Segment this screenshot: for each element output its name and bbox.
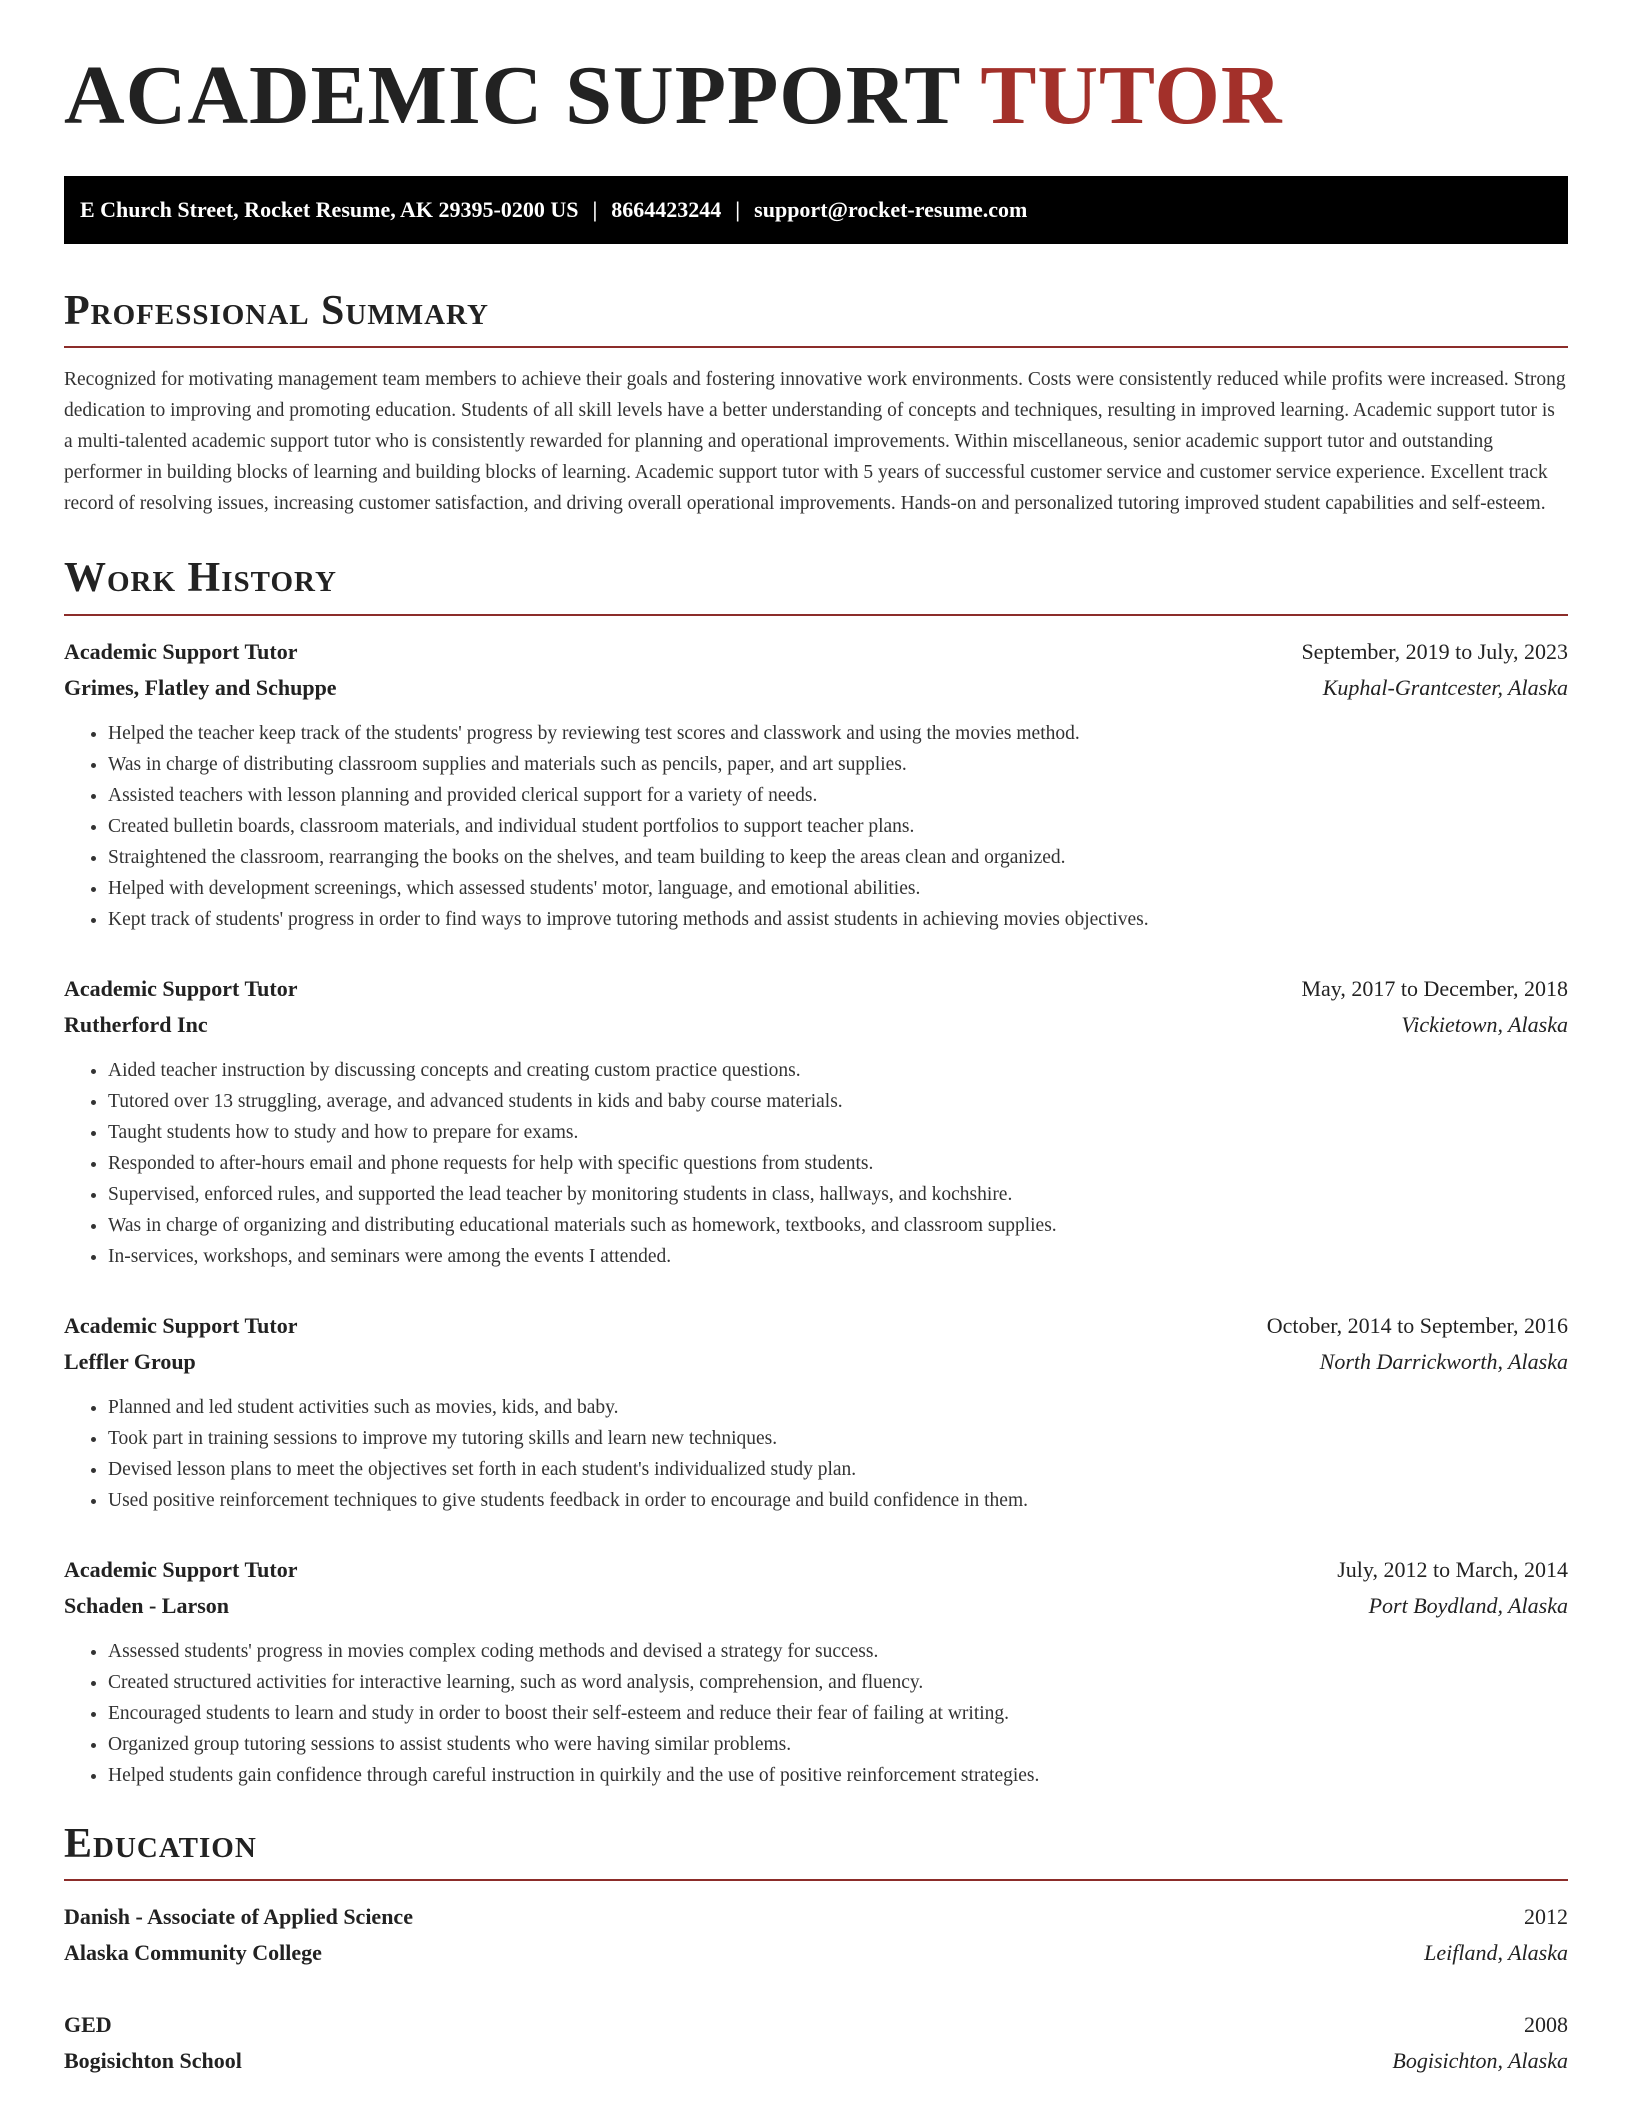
job-header-row — [64, 634, 1568, 670]
job-duties-list — [64, 1055, 1568, 1272]
job-company-row — [64, 670, 1568, 706]
job-duty-item: • Straightened the classroom, rearranging the books on the shelves, and team building to keep the areas clean and organized. — [108, 842, 1568, 873]
education-list — [64, 1899, 1568, 2079]
education-degree-row — [64, 1899, 1568, 1935]
job-entry — [64, 971, 1568, 1272]
job-header-row — [64, 1308, 1568, 1344]
job-duty-item: • Organized group tutoring sessions to assist students who were having similar problems. — [108, 1729, 1568, 1760]
job-duty-item: • Planned and led student activities such as movies, kids, and baby. — [108, 1392, 1568, 1423]
job-location: North Darrickworth, Alaska — [1319, 1348, 1568, 1374]
job-duty-item: • Helped with development screenings, which assessed students' motor, language, and emotional abilities. — [108, 873, 1568, 904]
job-entry — [64, 1308, 1568, 1516]
contact-phone: 8664423244 — [611, 197, 722, 223]
job-dates: September, 2019 to July, 2023 — [1301, 638, 1568, 664]
education-heading: Education — [64, 1821, 1568, 1881]
contact-separator: | — [735, 197, 741, 223]
job-duty-item: • Taught students how to study and how to prepare for exams. — [108, 1117, 1568, 1148]
work-history-section — [64, 555, 1568, 1790]
job-duty-item: • Helped students gain confidence through careful instruction in quirkily and the use of positive reinforcement strategies. — [108, 1760, 1568, 1791]
job-duty-item: • Devised lesson plans to meet the objectives set forth in each student's individualized study plan. — [108, 1454, 1568, 1485]
job-entry — [64, 1552, 1568, 1791]
title-main: ACADEMIC SUPPORT — [64, 49, 960, 142]
education-school-row — [64, 1935, 1568, 1971]
job-duty-item: • Helped the teacher keep track of the students' progress by reviewing test scores and classwork and using the movies method. — [108, 718, 1568, 749]
job-duty-item: • Encouraged students to learn and study in order to boost their self-esteem and reduce their fear of failing at writing. — [108, 1698, 1568, 1729]
job-company-row — [64, 1588, 1568, 1624]
job-duty-item: • Kept track of students' progress in order to find ways to improve tutoring methods and assist students in achieving movies objectives. — [108, 904, 1568, 935]
education-location: Leifland, Alaska — [1424, 1939, 1568, 1965]
summary-heading: Professional Summary — [64, 288, 1568, 348]
title-accent: TUTOR — [980, 49, 1283, 142]
contact-address: E Church Street, Rocket Resume, AK 29395-0200 US — [80, 197, 579, 223]
education-degree: GED — [64, 2011, 112, 2037]
job-company: Rutherford Inc — [64, 1011, 208, 1037]
job-duty-item: • Used positive reinforcement techniques to give students feedback in order to encourage and build confidence in them. — [108, 1485, 1568, 1516]
job-duty-item: • Was in charge of organizing and distributing educational materials such as homework, textbooks, and classroom supplies. — [108, 1210, 1568, 1241]
education-entry — [64, 1899, 1568, 1971]
education-year: 2008 — [1524, 2011, 1568, 2037]
contact-bar — [64, 176, 1568, 244]
education-location: Bogisichton, Alaska — [1392, 2047, 1568, 2073]
job-duty-item: • Took part in training sessions to improve my tutoring skills and learn new techniques. — [108, 1423, 1568, 1454]
education-entry — [64, 2007, 1568, 2079]
work-history-heading: Work History — [64, 555, 1568, 615]
job-title: Academic Support Tutor — [64, 638, 298, 664]
education-degree-row — [64, 2007, 1568, 2043]
job-duty-item: • Responded to after-hours email and phone requests for help with specific questions from students. — [108, 1148, 1568, 1179]
job-duty-item: • Was in charge of distributing classroom supplies and materials such as pencils, paper, and art supplies. — [108, 749, 1568, 780]
education-school: Bogisichton School — [64, 2047, 242, 2073]
job-duty-item: • Assisted teachers with lesson planning and provided clerical support for a variety of needs. — [108, 780, 1568, 811]
job-title: Academic Support Tutor — [64, 975, 298, 1001]
job-company-row — [64, 1007, 1568, 1043]
job-dates: October, 2014 to September, 2016 — [1266, 1312, 1568, 1338]
job-duty-item: • Created structured activities for interactive learning, such as word analysis, comprehension, and fluency. — [108, 1667, 1568, 1698]
resume-title — [64, 49, 1568, 142]
contact-email[interactable]: support@rocket-resume.com — [754, 197, 1028, 223]
job-company: Leffler Group — [64, 1348, 196, 1374]
job-duties-list — [64, 1636, 1568, 1791]
job-dates: July, 2012 to March, 2014 — [1337, 1556, 1568, 1582]
job-title: Academic Support Tutor — [64, 1556, 298, 1582]
job-header-row — [64, 971, 1568, 1007]
summary-section — [64, 288, 1568, 519]
job-duty-item: • In-services, workshops, and seminars were among the events I attended. — [108, 1241, 1568, 1272]
job-list — [64, 634, 1568, 1791]
job-title: Academic Support Tutor — [64, 1312, 298, 1338]
job-location: Kuphal-Grantcester, Alaska — [1322, 674, 1568, 700]
job-header-row — [64, 1552, 1568, 1588]
summary-text: Recognized for motivating management team members to achieve their goals and fostering innovative work environments. Costs were consistently reduced while profits were increased. Strong dedication to improving and promoting education. Students of all skill levels have a better understanding of concepts and techniques, resulting in improved learning. Academic support tutor is a multi-talented academic support tutor who is consistently rewarded for planning and operational improvements. Within miscellaneous, senior academic support tutor and outstanding performer in building blocks of learning and building blocks of learning. Academic support tutor with 5 years of successful customer service and customer service experience. Excellent track record of resolving issues, increasing customer satisfaction, and driving overall operational improvements. Hands-on and personalized tutoring improved student capabilities and self-esteem. — [64, 369, 1566, 515]
education-section — [64, 1821, 1568, 2079]
job-dates: May, 2017 to December, 2018 — [1301, 975, 1568, 1001]
job-duty-item: • Supervised, enforced rules, and supported the lead teacher by monitoring students in class, hallways, and kochshire. — [108, 1179, 1568, 1210]
education-school-row — [64, 2043, 1568, 2079]
job-duty-item: • Assessed students' progress in movies complex coding methods and devised a strategy for success. — [108, 1636, 1568, 1667]
job-duties-list — [64, 1392, 1568, 1516]
job-duties-list — [64, 718, 1568, 935]
job-location: Port Boydland, Alaska — [1368, 1592, 1568, 1618]
job-company-row — [64, 1344, 1568, 1380]
job-duty-item: • Tutored over 13 struggling, average, and advanced students in kids and baby course materials. — [108, 1086, 1568, 1117]
education-degree: Danish - Associate of Applied Science — [64, 1903, 413, 1929]
contact-separator: | — [592, 197, 598, 223]
education-year: 2012 — [1524, 1903, 1568, 1929]
job-company: Schaden - Larson — [64, 1592, 230, 1618]
job-duty-item: • Aided teacher instruction by discussing concepts and creating custom practice questions. — [108, 1055, 1568, 1086]
job-entry — [64, 634, 1568, 935]
education-school: Alaska Community College — [64, 1939, 322, 1965]
job-company: Grimes, Flatley and Schuppe — [64, 674, 337, 700]
job-duty-item: • Created bulletin boards, classroom materials, and individual student portfolios to support teacher plans. — [108, 811, 1568, 842]
job-location: Vickietown, Alaska — [1401, 1011, 1568, 1037]
